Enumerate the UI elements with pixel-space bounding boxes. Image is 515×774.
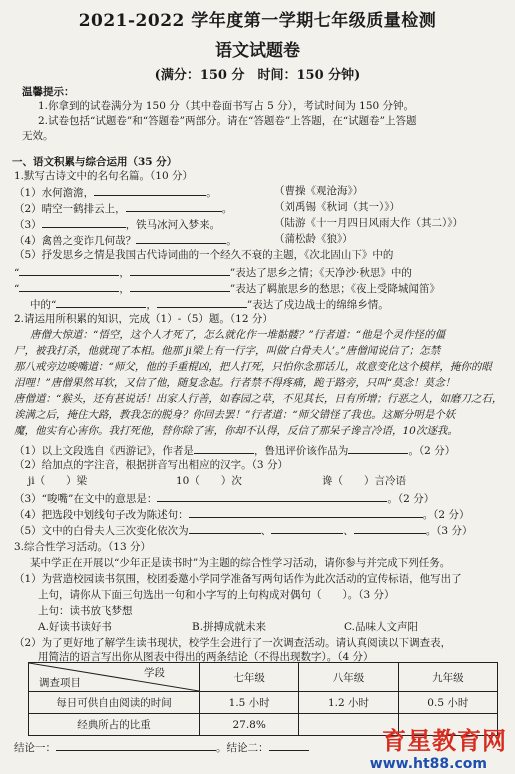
q1-item-5-line3: “ ， ”表达了羁旅思乡的愁思；《夜上受降城闻笛》: [14, 283, 440, 295]
corner-bottom-label: 调查项目: [39, 677, 81, 689]
q1-item-4-end: 。: [226, 235, 237, 247]
answer-blank: [56, 297, 146, 308]
passage-line: 魔，他实有心害你。我打死他，替你除了害，你却不认得，反信了那呆子谗言冷语，10次逐我。: [14, 425, 458, 437]
q1-item-1-end: 。: [206, 187, 217, 199]
q1-item-4-text: （4）禽兽之变诈几何哉？: [14, 235, 137, 247]
q1-item-5-d2: ”表达了戍边战士的绵绵乡情。: [246, 299, 389, 311]
passage-line: 那八戒旁边唆嘴道：“师父，他的手重棍凶，把人打死，只怕你念那话儿，故意变化这个模样，掩你的眼: [14, 361, 492, 373]
q2-item-1-c: 。（2 分）: [408, 445, 456, 457]
q2-item-5-sep2: 、: [343, 525, 354, 537]
q3-item-1-upper: 上句：读书放飞梦想: [38, 605, 133, 617]
q1-item-5-b: ”表达了思乡之情；《天净沙·秋思》中的: [229, 267, 412, 279]
q2-item-4: [14, 507, 469, 522]
q2-item-3-text: （3）“唆嘴”在文中的意思是：: [14, 493, 158, 505]
q2-item-5-text: （5）文中的白骨夫人三次变化依次为: [14, 525, 189, 537]
section-heading: 一、语文积累与综合运用（35 分）: [12, 156, 178, 168]
conclusion-2-label: 。结论二：: [216, 742, 269, 754]
exam-title: 2021-2022 学年度第一学期七年级质量检测: [78, 11, 437, 31]
q1-item-3-text: ，铁马冰河入梦来。: [125, 219, 221, 231]
q1-item-2-source: （刘禹锡《秋词（其一）》）: [274, 201, 400, 213]
answer-blank: [194, 443, 254, 454]
q2-item-2-b: 10（ ）次: [176, 475, 242, 487]
q2-item-4-end: 。（2 分）: [422, 509, 470, 521]
q1-item-5-line4: 中的“ ， ”表达了戍边战士的绵绵乡情。: [30, 299, 389, 311]
conclusion-1-label: 结论一：: [14, 742, 56, 754]
q1-item-2: [14, 201, 232, 216]
q1-item-2-text: （2）晴空一鹤排云上，: [14, 203, 126, 215]
answer-blank: [19, 281, 119, 292]
q1-item-2-end: 。: [221, 203, 233, 215]
watermark-url: www.ht88.com: [369, 756, 487, 772]
q1-item-4-source: （蒲松龄《狼》）: [274, 233, 353, 245]
passage-line: 尸，被我打杀，他就现了本相。他那 ji梁上有一行字，叫做‘白骨夫人’。”唐僧闻说信了；怎禁: [14, 345, 441, 357]
option-c: C.品味人文声阳: [344, 621, 418, 633]
column-header: 九年级: [398, 663, 497, 692]
q1-item-5-d1: 中的“: [30, 299, 57, 311]
table-row: [29, 692, 498, 714]
q1-item-3: （3） ，铁马冰河入梦来。: [14, 219, 221, 231]
answer-blank: [189, 523, 261, 534]
q3-intro: 某中学正在开展以“少年正是读书时”为主题的综合性学习活动，请你参与并完成下列任务。: [30, 557, 451, 569]
answer-blank: [157, 491, 387, 502]
answer-blank: [130, 265, 230, 276]
q2-item-4-text: （4）把选段中划线句子改为陈述句：: [14, 509, 189, 521]
answer-blank: [56, 740, 216, 751]
option-a: A.好读书读好书: [38, 621, 112, 633]
passage-line: 泪哩！”唐僧果然耳软，又信了他，随复念起。行者禁不得疼痛，跪于路旁，只叫“莫念！莫念！: [14, 377, 456, 389]
q2-item-5: [14, 523, 472, 538]
q3-item-2: （2）为了更好地了解学生读书现状，校学生会进行了一次调查活动。请认真阅读以下调查表，: [14, 637, 452, 649]
passage-line: 唐僧大惊道：“悟空，这个人才死了，怎么就化作一堆骷髅？”行者道：“他是个灵作怪的僵: [30, 329, 446, 341]
q2-item-5-sep1: 、: [260, 525, 272, 537]
option-b: B.拼搏成就未来: [192, 621, 267, 633]
table-cell: 1.2 小时: [299, 692, 398, 714]
q2-item-3: [14, 491, 434, 506]
notice-item-1: 1.你拿到的试卷满分为 150 分（其中卷面书写占 5 分），考试时间为 150 分钟。: [38, 100, 415, 112]
q3-item-2-cont: 用简洁的语言写出你从图表中得出的两条结论（不得出现数字）。（4 分）: [38, 651, 374, 663]
answer-blank: [271, 523, 343, 534]
question-1: 1.默写古诗文中的名句名篇。（10 分）: [14, 170, 193, 182]
table-header-row: [29, 663, 498, 692]
table-cell: 0.5 小时: [398, 692, 497, 714]
q1-item-5-c: ”表达了羁旅思乡的愁思；《夜上受降城闻笛》: [229, 283, 440, 295]
q1-item-5: （5）抒发思乡之情是我国古代诗词曲的一个经久不衰的主题，《次北固山下》中的: [14, 249, 394, 261]
answer-blank: [189, 507, 423, 518]
q2-item-1: [14, 443, 455, 458]
q1-item-3-source: （陆游《十一月四日风雨大作（其二）》）: [274, 217, 463, 229]
table-cell: 27.8%: [200, 714, 299, 736]
answer-blank: [94, 185, 206, 196]
conclusion-line: [14, 740, 309, 755]
answer-blank: [269, 740, 309, 751]
answer-blank: [136, 233, 226, 244]
exam-meta: (满分：150 分 时间：150 分钟): [154, 68, 361, 83]
answer-blank: [19, 265, 119, 276]
exam-subtitle: 语文试题卷: [215, 41, 300, 61]
answer-blank: [126, 201, 222, 212]
q2-item-2-c: 谗（ ）言冷语: [322, 475, 406, 487]
q2-item-1-b: ，鲁迅评价该作品为: [253, 445, 349, 457]
answer-blank: [157, 297, 247, 308]
answer-blank: [130, 281, 230, 292]
q1-item-1-text: （1）水何澹澹，: [14, 187, 95, 199]
q2-item-1-text: （1）以上文段选自《西游记》，作者是: [14, 445, 194, 457]
table-corner-cell: [29, 663, 200, 692]
corner-top-label: 学段: [144, 667, 165, 679]
table-cell: 1.5 小时: [200, 692, 299, 714]
notice-heading: 温馨提示：: [22, 86, 75, 98]
q2-item-3-end: 。（2 分）: [387, 493, 435, 505]
column-header: 七年级: [200, 663, 299, 692]
notice-item-2-cont: 无效。: [22, 130, 54, 142]
q2-item-5-end: 。（3 分）: [425, 525, 473, 537]
notice-item-2: 2.试卷包括“试题卷”和“答题卷”两部分。请在“答题卷”上答题，在“试题卷”上答题: [38, 115, 417, 127]
q1-item-5-line2: “ ， ”表达了思乡之情；《天净沙·秋思》中的: [14, 267, 412, 279]
row-label: 经典所占的比重: [29, 714, 200, 736]
question-2: 2.请运用所积累的知识，完成（1）-（5）题。（12 分）: [14, 313, 273, 325]
passage-line: 诶满之后，掩住大路，教我怎的脱身？你回去罢！”行者道：“师父错怪了我也。这厮分明是个妖: [14, 409, 456, 421]
q2-item-2: （2）给加点的字注音，根据拼音写出相应的汉字。（3 分）: [14, 459, 288, 471]
question-3: 3.综合性学习活动。（13 分）: [14, 541, 151, 553]
q3-item-1-cont: 上句，请你从下面三句选出一句和小字写的上句构成对偶句（ ）。（3 分）: [38, 589, 395, 601]
q2-item-2-a: ji（ ）梁: [28, 475, 88, 487]
answer-blank: [42, 217, 126, 228]
passage-line: 唐僧道：“猴头，还有甚说话！出家人行善，如春园之草，不见其长，日有所增；行恶之人，如磨刀之石，: [14, 393, 503, 405]
row-label: 每日可供自由阅读的时间: [29, 692, 200, 714]
q1-item-1: [14, 185, 217, 200]
answer-blank: [354, 523, 426, 534]
column-header: 八年级: [299, 663, 398, 692]
q1-item-4: [14, 233, 237, 248]
answer-blank: [348, 443, 408, 454]
q3-item-1: （1）为营造校园读书氛围，校团委邀小学同学准备写两句话作为此次活动的宣传标语，他写出了: [14, 573, 462, 585]
q1-item-1-source: （曹操《观沧海》）: [274, 185, 364, 197]
watermark-brand: 育星教育网: [382, 727, 507, 755]
